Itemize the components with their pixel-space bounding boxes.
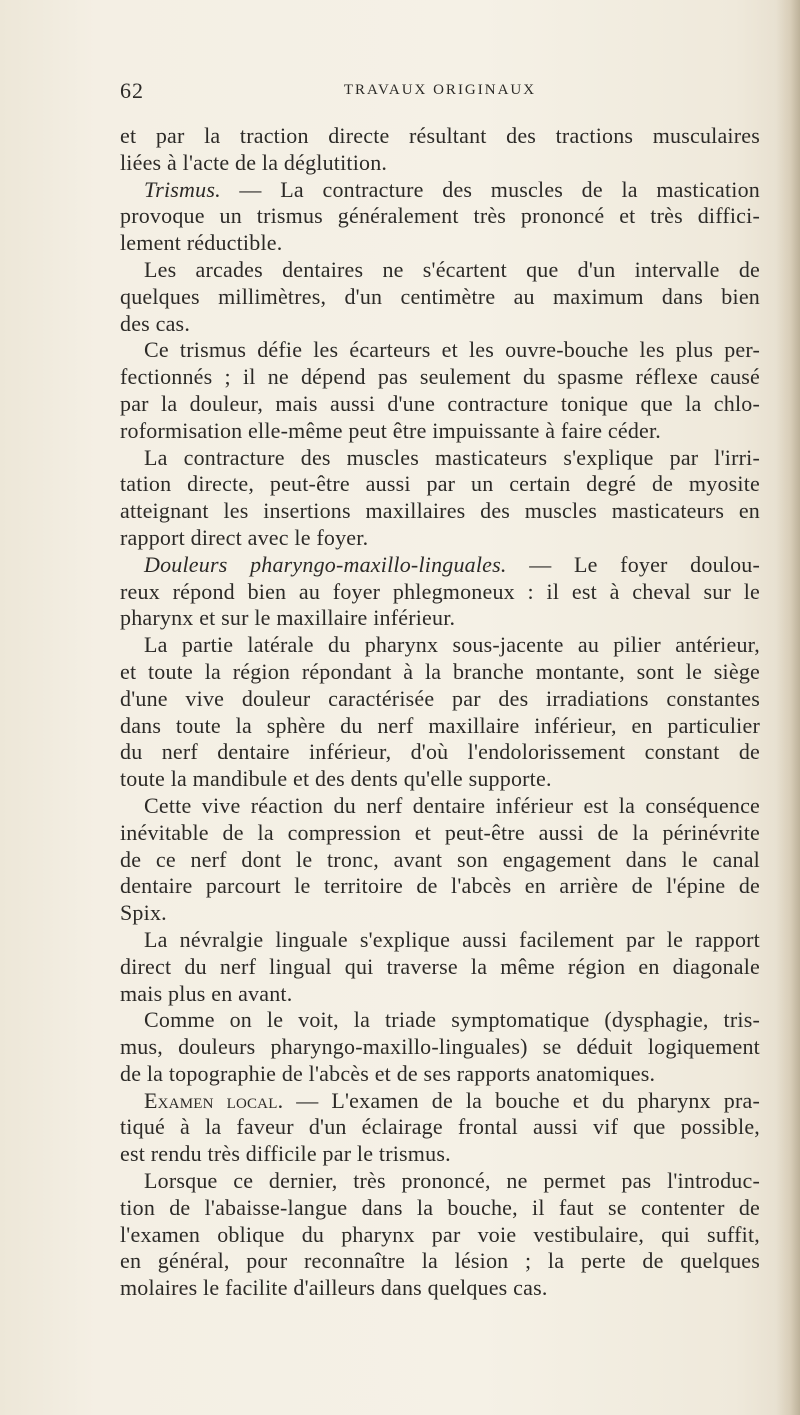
line-text: inévitable de la compression et peut-être aussi de la périnévrite (120, 819, 760, 845)
text-line (120, 391, 760, 418)
line-text: en général, pour reconnaître la lésion ; la perte de quelques (120, 1248, 760, 1274)
text-line (120, 1248, 760, 1275)
line-text: Spix. (120, 900, 167, 926)
line-text: Cette vive réaction du nerf dentaire inférieur est la conséquence (144, 792, 760, 818)
text-line (120, 1114, 760, 1141)
line-text: lement réductible. (120, 230, 283, 256)
line-text: roformisation elle-même peut être impuissante à faire céder. (120, 417, 661, 443)
text-line (120, 1275, 760, 1302)
line-text: Comme on le voit, la triade symptomatique (dysphagie, tris- (144, 1007, 760, 1033)
line-text: et toute la région répondant à la branche montante, sont le siège (120, 658, 760, 684)
text-line (120, 311, 760, 338)
line-text: Les arcades dentaires ne s'écartent que d'un intervalle de (144, 256, 760, 282)
line-text: l'examen oblique du pharynx par voie vestibulaire, qui suffit, (120, 1221, 760, 1247)
page-number: 62 (120, 78, 144, 103)
text-line (120, 847, 760, 874)
line-text: La contracture des muscles masticateurs s'explique par l'irri- (144, 444, 760, 470)
text-line (120, 981, 760, 1008)
running-head: TRAVAUX ORIGINAUX (343, 82, 537, 98)
line-text: tion de l'abaisse-langue dans la bouche, il faut se contenter de (120, 1194, 760, 1220)
line-text: provoque un trismus généralement très prononcé et très diffici- (120, 203, 760, 229)
line-text: Lorsque ce dernier, très prononcé, ne permet pas l'introduc- (144, 1168, 760, 1194)
line-text: d'une vive douleur caractérisée par des irradiations constantes (120, 685, 760, 711)
line-text: tiqué à la faveur d'un éclairage frontal aussi vif que possible, (120, 1114, 760, 1140)
line-text: — Le foyer doulou- (506, 551, 761, 577)
line-text: liées à l'acte de la déglutition. (120, 149, 388, 175)
line-text: des cas. (120, 310, 191, 336)
text-line (120, 257, 760, 284)
text-line (120, 1088, 760, 1115)
text-line (120, 177, 760, 204)
text-line (120, 739, 760, 766)
text-line (120, 418, 760, 445)
text-line (120, 284, 760, 311)
text-line (120, 337, 760, 364)
text-line (120, 1168, 760, 1195)
text-line (120, 713, 760, 740)
page-edge-shadow (776, 0, 800, 1415)
text-line (120, 1034, 760, 1061)
line-text: toute la mandibule et des dents qu'elle supporte. (120, 766, 552, 792)
line-text: mais plus en avant. (120, 980, 293, 1006)
text-line (120, 498, 760, 525)
text-line (120, 927, 760, 954)
text-line (120, 552, 760, 579)
text-line (120, 1222, 760, 1249)
line-text: tation directe, peut-être aussi par un certain degré de myosite (120, 471, 760, 497)
paragraph-heading: Examen local. (144, 1087, 284, 1113)
line-text: pharynx et sur le maxillaire inférieur. (120, 605, 456, 631)
line-text: rapport direct avec le foyer. (120, 524, 369, 550)
line-text: par la douleur, mais aussi d'une contracture tonique que la chlo- (120, 390, 760, 416)
text-line (120, 203, 760, 230)
text-line (120, 579, 760, 606)
line-text: La névralgie linguale s'explique aussi facilement par le rapport (144, 926, 760, 952)
text-line (120, 793, 760, 820)
line-text: de ce nerf dont le tronc, avant son engagement dans le canal (120, 846, 760, 872)
text-line (120, 230, 760, 257)
text-line (120, 1141, 760, 1168)
text-line (120, 954, 760, 981)
line-text: atteignant les insertions maxillaires des muscles masticateurs en (120, 498, 760, 524)
line-text: est rendu très difficile par le trismus. (120, 1141, 451, 1167)
text-line (120, 445, 760, 472)
text-line (120, 123, 760, 150)
text-line (120, 632, 760, 659)
paragraph-heading: Trismus. (144, 176, 221, 202)
line-text: — L'examen de la bouche et du pharynx pra- (283, 1087, 760, 1113)
text-line (120, 659, 760, 686)
line-text: molaires le facilite d'ailleurs dans quelques cas. (120, 1275, 548, 1301)
text-line (120, 900, 760, 927)
text-line (120, 1061, 760, 1088)
line-text: du nerf dentaire inférieur, d'où l'endolorissement constant de (120, 739, 760, 765)
line-text: Ce trismus défie les écarteurs et les ouvre-bouche les plus per- (144, 337, 760, 363)
line-text: dentaire parcourt le territoire de l'abcès en arrière de l'épine de (120, 873, 760, 899)
line-text: reux répond bien au foyer phlegmoneux : il est à cheval sur le (120, 578, 760, 604)
line-text: fectionnés ; il ne dépend pas seulement du spasme réflexe causé (120, 364, 760, 390)
text-line (120, 686, 760, 713)
text-line (120, 1195, 760, 1222)
line-text: dans toute la sphère du nerf maxillaire inférieur, en particulier (120, 712, 760, 738)
text-line (120, 525, 760, 552)
body-text (120, 123, 760, 1302)
text-line (120, 820, 760, 847)
page-header (120, 78, 760, 104)
line-text: direct du nerf lingual qui traverse la même région en diagonale (120, 953, 760, 979)
line-text: de la topographie de l'abcès et de ses rapports anatomiques. (120, 1060, 656, 1086)
line-text: La partie latérale du pharynx sous-jacente au pilier antérieur, (144, 632, 760, 658)
text-line (120, 471, 760, 498)
text-line (120, 150, 760, 177)
text-line (120, 1007, 760, 1034)
text-line (120, 873, 760, 900)
text-line (120, 364, 760, 391)
paragraph-heading: Douleurs pharyngo-maxillo-linguales. (144, 551, 507, 577)
text-line (120, 605, 760, 632)
line-text: et par la traction directe résultant des tractions musculaires (120, 123, 760, 148)
line-text: — La contracture des muscles de la mastication (220, 176, 760, 202)
line-text: mus, douleurs pharyngo-maxillo-linguales) se déduit logiquement (120, 1034, 760, 1060)
line-text: quelques millimètres, d'un centimètre au maximum dans bien (120, 283, 760, 309)
text-line (120, 766, 760, 793)
